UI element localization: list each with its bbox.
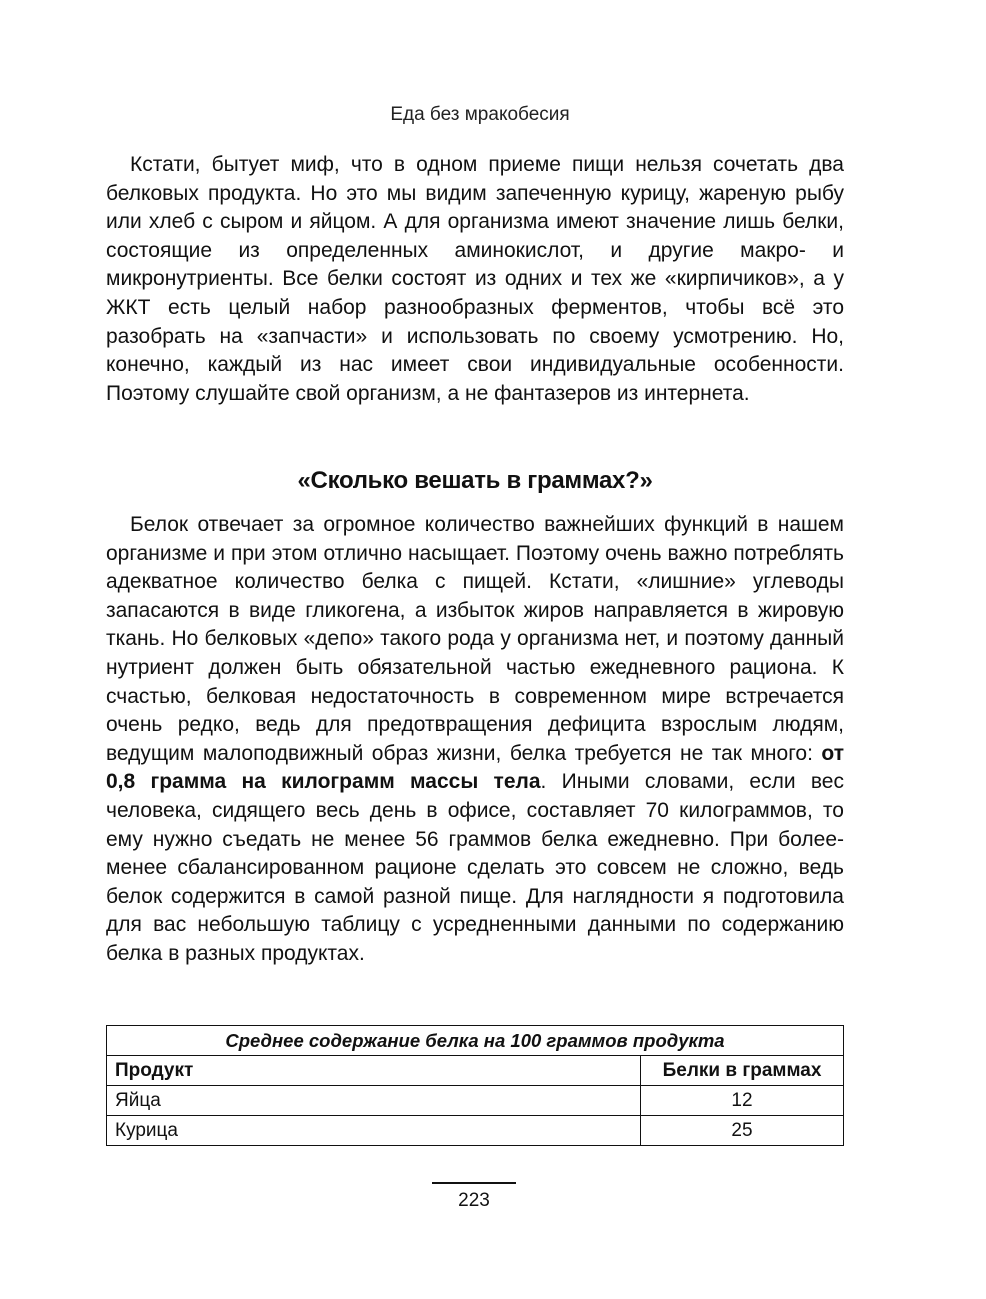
paragraph-protein-bold: от 0,8 грамма на килограмм массы тела (106, 741, 844, 794)
paragraph-protein-text-2: . Иными словами, если вес человека, сидящего весь день в офисе, составляет 70 килограммов, то ему нужно съедать не менее 56 граммов белка ежедневно. При более-менее сбалансированном рационе сделать это совсем не сложно, ведь белок содержится в самой разной пище. Для наглядности я подготовила для вас небольшую таблицу с усредненными данными по содержанию белка в разных продуктах. (106, 770, 844, 965)
paragraph-myth: Кстати, бытует миф, что в одном приеме пищи нельзя сочетать два белковых продукта. Но это мы видим запеченную курицу, жареную рыбу или хлеб с сыром и яйцом. А для организма имеют значение лишь белки, состоящие из определенных аминокислот, и другие макро- и микронутриенты. Все белки состоят из одних и тех же «кирпичиков», а у ЖКТ есть целый набор разнообразных ферментов, чтобы всё это разобрать на «запчасти» и использовать по своему усмотрению. Но, конечно, каждый из нас имеет свои индивидуальные особенности. Поэтому слушайте свой организм, а не фантазеров из интернета. (106, 153, 844, 405)
paragraph-protein-text-1: Белок отвечает за огромное количество важнейших функций в нашем организме и при этом отлично насыщает. Поэтому очень важно потреблять адекватное количество белка с пищей. Кстати, «лишние» углеводы запасаются в виде гликогена, а избыток жиров направляется в жировую ткань. Но белковых «депо» такого рода у организма нет, и поэтому данный нутриент должен быть обязательной частью ежедневного рациона. К счастью, белковая недостаточность в современном мире встречается очень редко, ведь для предотвращения дефицита взрослым людям, ведущим малоподвижный образ жизни, белка требуется не так много: (106, 513, 844, 765)
column-header-product: Продукт (107, 1056, 641, 1086)
table-caption: Среднее содержание белка на 100 граммов продукта (107, 1026, 844, 1056)
paragraph-protein (106, 511, 844, 969)
footer-rule (432, 1182, 516, 1184)
table-cell-product: Курица (107, 1116, 641, 1146)
column-header-protein: Белки в граммах (641, 1056, 844, 1086)
table-cell-protein: 12 (641, 1086, 844, 1116)
table-caption-row (107, 1026, 844, 1056)
table-cell-protein: 25 (641, 1116, 844, 1146)
table-row (107, 1086, 844, 1116)
table-header-row (107, 1056, 844, 1086)
running-head: Еда без мракобесия (390, 104, 570, 125)
table-row (107, 1116, 844, 1146)
table-cell-product: Яйца (107, 1086, 641, 1116)
protein-table (106, 1025, 844, 1146)
page-number: 223 (458, 1190, 490, 1211)
section-heading: «Сколько вешать в граммах?» (297, 467, 653, 494)
